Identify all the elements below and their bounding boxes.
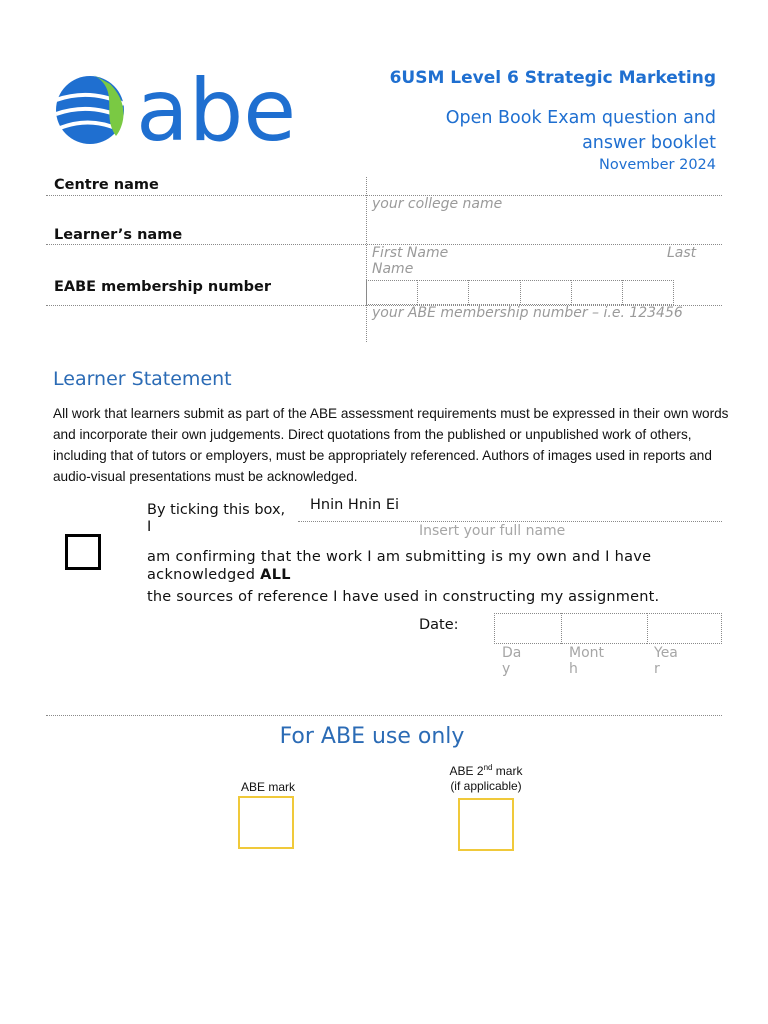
sources-statement: the sources of reference I have used in constructing my assignment.	[147, 589, 660, 605]
second-mark-box[interactable]	[458, 798, 514, 851]
learner-statement-heading: Learner Statement	[53, 368, 232, 390]
learner-statement-body: All work that learners submit as part of the ABE assessment requirements must be expressed in their own words and incorporate their own judgements. Direct quotations from the published or unpublished work of others, including that of tutors or employers, must be appropriately referenced. Authors of images used in reports and audio-visual presentations must be acknowledged.	[53, 406, 729, 484]
date-boxes	[494, 613, 722, 644]
date-label: Date:	[419, 617, 459, 633]
year-box[interactable]	[647, 613, 722, 644]
membership-number-boxes[interactable]	[366, 280, 674, 305]
month-placeholder-1: Mont	[569, 645, 605, 661]
second-mark-suffix: mark	[492, 764, 523, 778]
declaration-checkbox[interactable]	[65, 534, 101, 570]
first-name-input[interactable]: First Name	[372, 245, 449, 261]
membership-digit-box[interactable]	[468, 280, 519, 305]
confirm-statement	[147, 548, 707, 584]
confirm-all: ALL	[260, 567, 291, 583]
abe-logo-mark	[52, 70, 322, 150]
day-box[interactable]	[494, 613, 561, 644]
year-placeholder-2: r	[654, 661, 660, 677]
abe-use-heading: For ABE use only	[279, 724, 465, 749]
if-applicable-label: (if applicable)	[450, 779, 522, 793]
booklet-line-2: answer booklet	[582, 133, 716, 153]
membership-label: EABE membership number	[54, 279, 272, 295]
full-name-placeholder: Insert your full name	[419, 523, 566, 539]
second-mark-sup: nd	[483, 763, 493, 772]
logo-text: abe	[136, 70, 297, 150]
abe-logo	[52, 70, 322, 150]
booklet-subtitle	[416, 106, 716, 156]
membership-digit-box[interactable]	[520, 280, 571, 305]
form-divider	[366, 177, 367, 342]
abe-mark-box[interactable]	[238, 796, 294, 849]
section-separator	[46, 715, 722, 716]
centre-name-input[interactable]: your college name	[372, 196, 503, 212]
month-placeholder-2: h	[569, 661, 578, 677]
confirm-text: am confirming that the work I am submitting is my own and I have acknowledged	[147, 549, 652, 583]
year-placeholder	[654, 645, 678, 677]
day-placeholder-2: y	[502, 661, 511, 677]
second-mark-prefix: ABE 2	[449, 764, 484, 778]
day-placeholder-1: Da	[502, 645, 522, 661]
year-placeholder-1: Yea	[654, 645, 678, 661]
exam-date: November 2024	[599, 157, 716, 173]
month-box[interactable]	[561, 613, 646, 644]
booklet-line-1: Open Book Exam question and	[445, 108, 716, 128]
centre-name-label: Centre name	[54, 177, 159, 193]
full-name-value[interactable]: Hnin Hnin Ei	[310, 497, 400, 513]
membership-digit-box[interactable]	[571, 280, 622, 305]
abe-mark-label: ABE mark	[240, 780, 295, 794]
full-name-line	[298, 521, 722, 522]
course-title: 6USM Level 6 Strategic Marketing	[389, 68, 716, 88]
month-placeholder	[569, 645, 604, 677]
last-name-input[interactable]: Last	[667, 245, 697, 261]
second-mark-label	[436, 763, 536, 793]
membership-input-hint: your ABE membership number – i.e. 123456	[372, 305, 683, 321]
name-placeholder: Name	[372, 261, 414, 277]
membership-digit-box[interactable]	[622, 280, 674, 305]
learner-name-label: Learner’s name	[54, 227, 183, 243]
by-ticking-text: By ticking this box, I	[147, 502, 286, 535]
day-placeholder	[502, 645, 521, 677]
membership-digit-box[interactable]	[366, 280, 417, 305]
membership-digit-box[interactable]	[417, 280, 468, 305]
